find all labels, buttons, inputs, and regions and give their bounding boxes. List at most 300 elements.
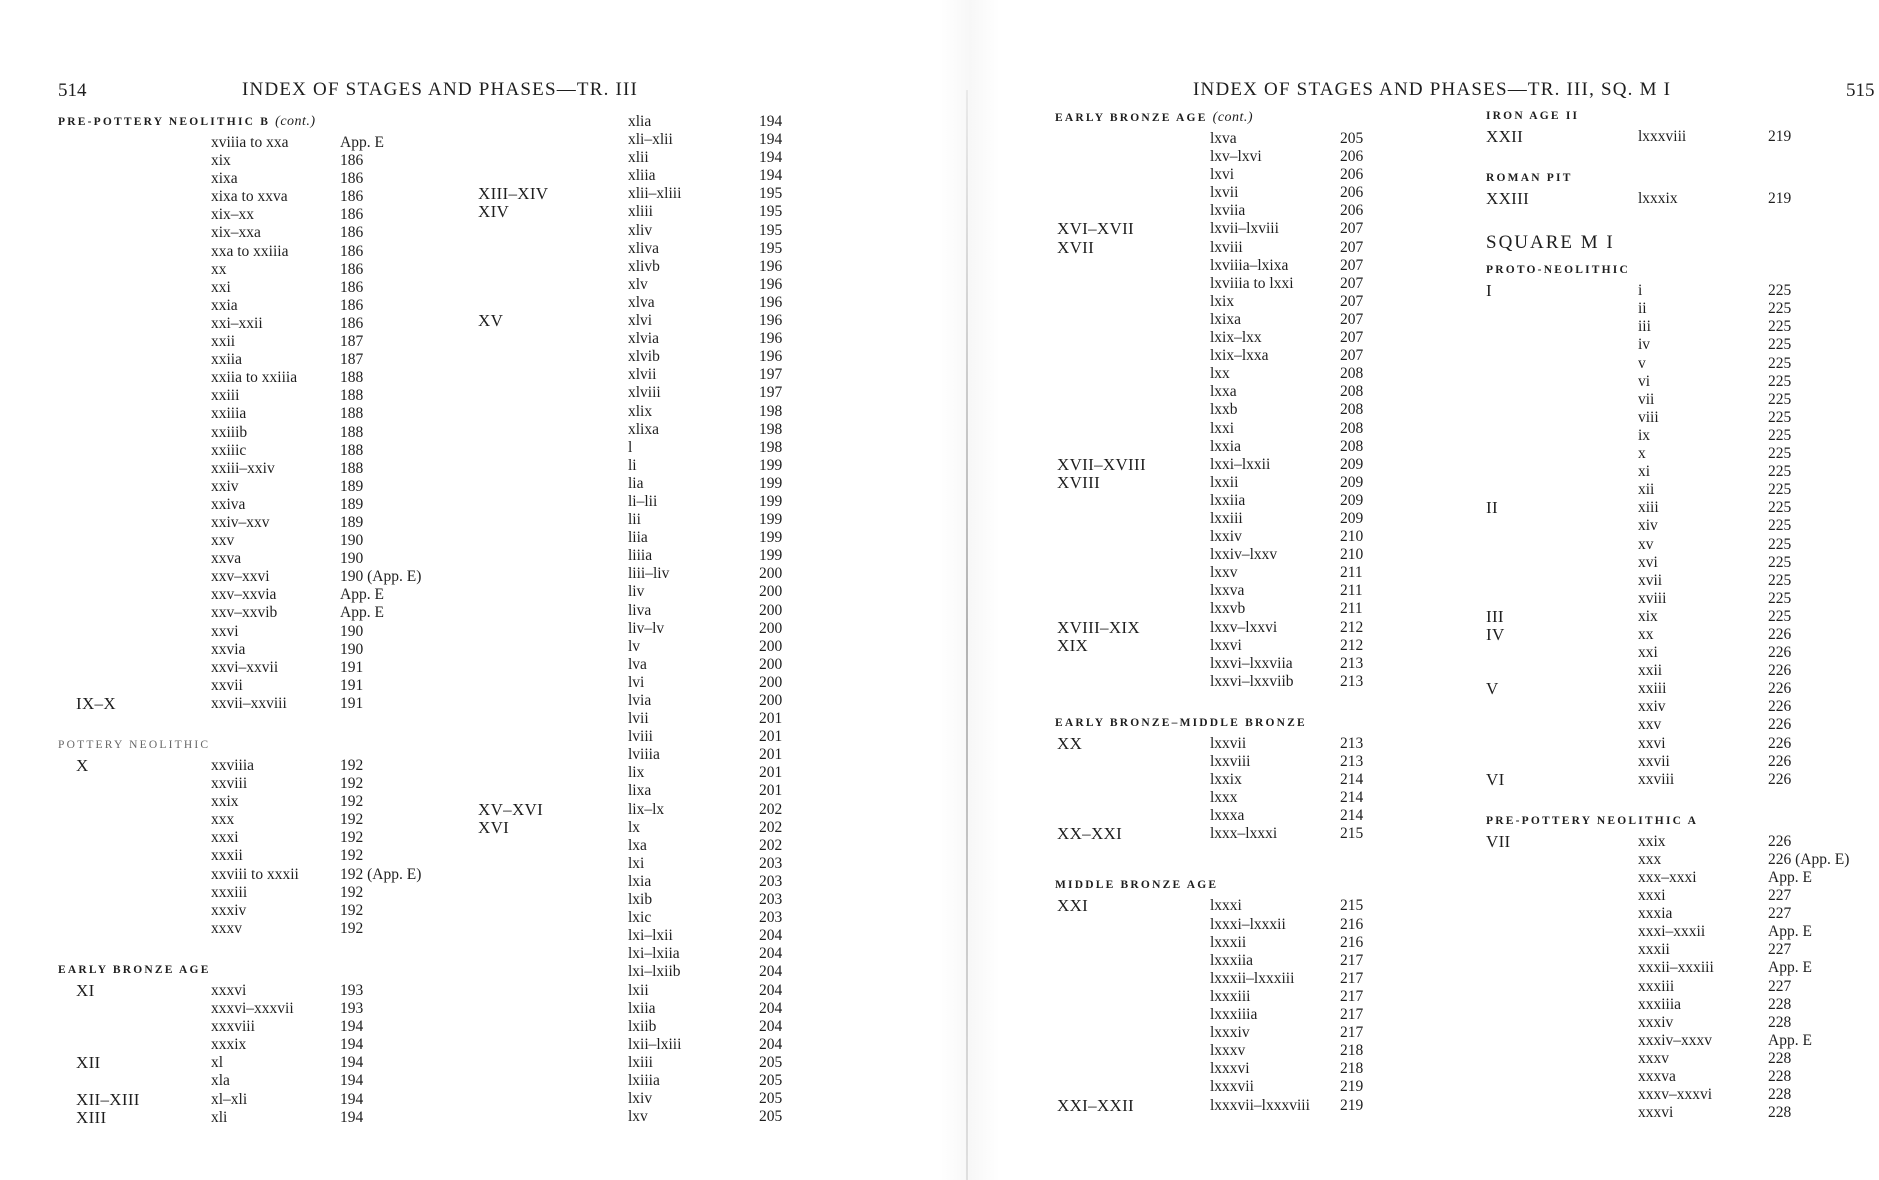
page-reference: App. E [1768, 869, 1812, 886]
page-reference: 212 [1340, 618, 1364, 636]
page-reference: 225 [1768, 354, 1792, 372]
index-entry [1486, 1068, 1792, 1086]
phase-label: xxa to xxiiia [211, 242, 289, 260]
phase-label: li [628, 456, 637, 474]
index-entry [1055, 987, 1364, 1006]
phase-label: lxxvb [1210, 600, 1246, 618]
phase-label: lxxa [1210, 383, 1237, 401]
stage-label: XVI [478, 817, 510, 837]
index-entry [1486, 1086, 1792, 1104]
index-entry [58, 260, 364, 279]
page-reference: 200 [759, 692, 783, 709]
index-entry [1055, 672, 1364, 691]
phase-label: liii–liv [628, 565, 670, 583]
page-reference: 195 [759, 185, 783, 203]
stage-label: XXII [1486, 127, 1524, 146]
index-entry [58, 206, 364, 224]
phase-label: lxiv [628, 1090, 653, 1108]
page-reference: 226 [1768, 716, 1792, 734]
phase-label: lxxxiia [1210, 951, 1254, 969]
phase-label: lxii–lxiii [628, 1035, 682, 1053]
phase-label: xxv [211, 532, 235, 550]
index-entry [1486, 959, 1812, 977]
phase-label: lxa [628, 836, 647, 854]
phase-label: lxxxvi [1210, 1060, 1250, 1078]
index-entry [58, 1089, 364, 1109]
phase-label: xxiii [1638, 680, 1667, 698]
phase-label: lx [628, 818, 641, 836]
page-reference: 210 [1340, 546, 1364, 564]
index-entry [1055, 310, 1364, 329]
page-reference: 187 [340, 333, 364, 351]
page-reference: 206 [1340, 184, 1364, 202]
index-entry [1486, 887, 1792, 905]
index-entry [1055, 401, 1364, 419]
index-entry [1486, 354, 1792, 373]
phase-label: lxxva [1210, 582, 1245, 600]
phase-label: lix [628, 764, 645, 782]
index-entry [1055, 933, 1364, 952]
index-entry [58, 188, 364, 206]
page-reference: 197 [759, 366, 783, 384]
index-entry [1055, 564, 1363, 582]
page-reference: 207 [1340, 220, 1364, 238]
index-entry [1055, 753, 1364, 771]
index-entry [58, 296, 364, 315]
phase-label: lxxx–lxxxi [1210, 825, 1278, 843]
page-reference: 201 [759, 764, 783, 782]
section-spacer [1055, 843, 1307, 873]
phase-label: lxxi [1210, 419, 1235, 437]
phase-label: xlvi [628, 312, 653, 330]
phase-label: xxxii [1638, 941, 1670, 959]
phase-label: xxxii [211, 847, 243, 865]
phase-label: xxii [1638, 662, 1663, 680]
phase-label: xx [1638, 625, 1654, 643]
phase-label: xixa to xxva [211, 188, 288, 206]
page-reference: 196 [759, 275, 783, 293]
page-reference: 196 [759, 293, 783, 311]
page-reference: 208 [1340, 365, 1364, 383]
page-reference: 217 [1340, 987, 1364, 1005]
phase-label: xxxi [211, 829, 239, 847]
page-reference: 204 [759, 927, 783, 945]
index-entry [58, 477, 364, 496]
phase-label: xxxia [1638, 905, 1673, 923]
page-reference: 188 [340, 405, 364, 423]
page-reference: 190 (App. E) [340, 568, 422, 586]
section-heading [1055, 711, 1307, 735]
phase-label: xx [211, 260, 227, 278]
phase-label: xli–xlii [628, 131, 673, 149]
page-reference: 226 [1768, 662, 1792, 680]
index-entry [1055, 292, 1364, 311]
stage-label: XIX [1057, 635, 1089, 655]
page-reference: 214 [1340, 789, 1364, 807]
page-reference: 217 [1340, 969, 1364, 987]
index-entry [58, 459, 364, 478]
page-reference: 219 [1768, 128, 1792, 145]
phase-label: liv–lv [628, 619, 665, 637]
page-reference: 200 [759, 565, 783, 583]
index-entry [58, 405, 364, 423]
section-heading-text: POTTERY NEOLITHIC [58, 739, 211, 751]
page-reference: 188 [340, 369, 364, 387]
page-reference: App. E [340, 586, 384, 604]
page-reference: 198 [759, 402, 783, 420]
stage-label: X [76, 756, 89, 775]
page-reference: 194 [340, 1090, 364, 1108]
page-reference: 208 [1340, 401, 1364, 419]
page-gutter-shadow [940, 0, 1000, 1180]
phase-label: viii [1638, 408, 1659, 426]
stage-label: XVIII [1057, 472, 1101, 492]
phase-label: lxib [628, 891, 653, 909]
phase-label: lxii [628, 981, 649, 999]
phase-label: xix [211, 152, 231, 170]
phase-label: lixa [628, 782, 652, 800]
phase-label: i [1638, 282, 1643, 300]
page-reference: App. E [1768, 1031, 1812, 1049]
page-reference: 192 [340, 883, 364, 901]
page-reference: 205 [759, 1108, 783, 1126]
page-reference: 191 [340, 676, 364, 694]
page-reference: 218 [1340, 1042, 1364, 1060]
section-spacer [1486, 208, 1698, 228]
page-reference: 214 [1340, 771, 1364, 789]
page-reference: 208 [1340, 383, 1364, 401]
phase-label: xxvi [1638, 734, 1666, 752]
index-entry [1486, 390, 1792, 409]
index-entry [1055, 219, 1364, 239]
page-reference: 219 [1340, 1078, 1364, 1096]
page-reference: 186 [340, 188, 364, 206]
index-entry [58, 224, 364, 242]
page-reference: 226 [1768, 770, 1792, 788]
page-reference: 227 [1768, 941, 1792, 959]
page-reference: 225 [1768, 282, 1792, 300]
phase-label: lvii [628, 710, 649, 728]
phase-label: lxxvi–lxxviia [1210, 654, 1293, 672]
page-reference: 192 [340, 793, 364, 811]
running-head-left: INDEX OF STAGES AND PHASES—TR. III [242, 79, 639, 100]
index-entry [1055, 1024, 1364, 1042]
stage-label: XII–XIII [76, 1089, 140, 1109]
page-reference: 201 [759, 728, 783, 746]
page-reference: 190 [340, 640, 364, 658]
phase-label: xxiv [211, 477, 239, 495]
index-entry [58, 568, 422, 586]
page-reference: 194 [759, 131, 783, 149]
page-number-left: 514 [58, 80, 87, 101]
index-entry [1055, 1060, 1364, 1078]
stage-label: XVI–XVII [1057, 219, 1134, 239]
page-reference: 186 [340, 260, 364, 278]
page-reference: App. E [340, 604, 384, 622]
section-heading-text: MIDDLE BRONZE AGE [1055, 879, 1219, 892]
index-entry [1055, 166, 1364, 184]
index-entry [58, 604, 384, 622]
phase-label: xvii [1638, 571, 1663, 589]
stage-label: XIII–XIV [478, 184, 549, 204]
index-entry [1486, 1049, 1792, 1068]
index-entry [1486, 408, 1792, 427]
page-reference: 200 [759, 673, 783, 691]
page-reference: 209 [1340, 473, 1364, 491]
phase-label: lva [628, 655, 647, 673]
section-spacer [58, 938, 316, 958]
index-entry [1486, 716, 1792, 734]
page-reference: 213 [1340, 734, 1364, 752]
page-reference: 199 [759, 547, 783, 565]
phase-label: v [1638, 354, 1646, 372]
page-reference: 199 [759, 492, 783, 510]
page-reference: 194 [340, 1018, 364, 1036]
phase-label: liia [628, 529, 648, 547]
phase-label: xxviii [211, 775, 248, 793]
index-entry [1486, 517, 1792, 535]
index-entry [1486, 923, 1812, 941]
phase-label: xxxiv [211, 901, 247, 919]
page-reference: 216 [1340, 933, 1364, 951]
page-reference: 197 [759, 384, 783, 402]
page-reference: 225 [1768, 607, 1792, 625]
phase-label: xlii [628, 149, 649, 167]
index-entry [1486, 734, 1792, 753]
index-entry [1055, 824, 1364, 844]
phase-label: xxxv–xxxvi [1638, 1086, 1713, 1104]
page-reference: 227 [1768, 905, 1792, 923]
index-entry [58, 756, 364, 775]
section-heading-text: EARLY BRONZE–MIDDLE BRONZE [1055, 716, 1307, 729]
stage-label: XXI–XXII [1057, 1095, 1134, 1115]
phase-label: lxi–lxiib [628, 963, 681, 981]
page-reference: 207 [1340, 274, 1364, 292]
section-heading-text: PROTO-NEOLITHIC [1486, 264, 1630, 277]
phase-label: lvi [628, 673, 645, 691]
page-reference: 189 [340, 495, 364, 513]
section-spacer [58, 713, 316, 733]
index-entry [1486, 481, 1792, 499]
phase-label: xliv [628, 221, 653, 239]
index-entry [58, 387, 364, 405]
index-entry [1486, 831, 1792, 851]
index-entry [1055, 472, 1364, 492]
page-reference: 195 [759, 203, 783, 221]
page-reference: 219 [1768, 190, 1792, 208]
stage-label: XV [478, 311, 504, 331]
phase-label: xxx [211, 811, 235, 829]
phase-label: xxiva [211, 495, 246, 513]
phase-label: lxviii [1210, 238, 1243, 256]
page-reference: 225 [1768, 390, 1792, 408]
phase-label: lxia [628, 872, 652, 890]
phase-label: lxi [628, 854, 645, 872]
section-spacer [1486, 789, 1698, 809]
index-entry [1055, 184, 1364, 202]
index-entry [1055, 635, 1364, 655]
phase-label: xxii [211, 333, 236, 351]
page-reference: 202 [759, 800, 783, 818]
index-entry [1055, 654, 1364, 673]
phase-label: xxvi–xxvii [211, 658, 279, 676]
section-heading-text: IRON AGE II [1486, 110, 1580, 122]
phase-label: xlia [628, 113, 652, 130]
page-reference: 186 [340, 278, 364, 296]
page-reference: 190 [340, 532, 364, 550]
phase-label: lxxvi–lxxviib [1210, 672, 1294, 690]
section-heading [1486, 258, 1698, 282]
phase-label: xix–xxa [211, 224, 261, 242]
index-entry [58, 1018, 364, 1036]
page-reference: 226 [1768, 698, 1792, 716]
index-entry [58, 351, 364, 369]
index-entry [1055, 202, 1364, 220]
index-entry [1055, 896, 1364, 916]
phase-label: xlv [628, 275, 648, 293]
section-heading-text: PRE-POTTERY NEOLITHIC A [1486, 814, 1699, 827]
phase-label: vii [1638, 390, 1655, 408]
page-reference: 200 [759, 619, 783, 637]
page-reference: 226 [1768, 832, 1792, 850]
page-reference: 211 [1340, 600, 1363, 618]
index-entry [1486, 698, 1792, 716]
phase-label: lxxxi [1210, 897, 1242, 915]
phase-label: xxxv [1638, 1049, 1669, 1067]
page-reference: 192 [340, 811, 364, 829]
page-reference: 200 [759, 601, 783, 619]
index-entry [1486, 1104, 1792, 1122]
phase-label: lxxxii–lxxxiii [1210, 969, 1295, 987]
page-reference: 198 [759, 420, 783, 438]
page-number-right: 515 [1846, 80, 1875, 101]
page-reference: 192 [340, 847, 364, 865]
page-reference: 192 [340, 757, 364, 774]
phase-label: iv [1638, 336, 1651, 354]
index-entry [58, 919, 364, 938]
index-entry [1486, 606, 1792, 626]
index-entry [1486, 281, 1792, 301]
index-entry [1486, 850, 1850, 869]
page-reference: 207 [1340, 310, 1364, 328]
index-entry [1486, 189, 1792, 209]
section-heading-text: ROMAN PIT [1486, 172, 1573, 185]
phase-label: xxv–xxvi [211, 568, 270, 586]
phase-label: xxviii to xxxii [211, 865, 299, 883]
phase-label: xxxiv [1638, 1013, 1674, 1031]
index-entry [1055, 419, 1364, 438]
phase-label: lxx [1210, 365, 1230, 383]
page-reference: 191 [340, 658, 364, 676]
phase-label: xliii [628, 203, 653, 221]
page-reference: 193 [340, 1000, 364, 1018]
phase-label: lxxv [1210, 564, 1238, 582]
page-reference: 225 [1768, 535, 1792, 553]
phase-label: lxxb [1210, 401, 1238, 419]
stage-label: XI [76, 980, 95, 1000]
page-reference: 212 [1340, 636, 1364, 654]
phase-label: xxiv [1638, 698, 1666, 716]
index-entry [1486, 941, 1792, 959]
phase-label: liva [628, 601, 652, 619]
page-reference: 194 [759, 167, 783, 185]
phase-label: xlivb [628, 257, 660, 275]
page-reference: 213 [1340, 672, 1364, 690]
phase-label: xxiia to xxiiia [211, 369, 298, 387]
page-reference: 196 [759, 312, 783, 330]
phase-label: xxvia [211, 640, 246, 658]
phase-label: xxxix [211, 1036, 247, 1054]
phase-label: lxviia [1210, 202, 1246, 220]
index-entry [1486, 995, 1792, 1014]
page-reference: App. E [1768, 923, 1812, 941]
page-reference: 186 [340, 314, 364, 332]
phase-label: xli [211, 1108, 228, 1126]
section-spacer [1486, 146, 1698, 166]
page-reference: 218 [1340, 1060, 1364, 1078]
index-entry [1486, 336, 1792, 354]
page-reference: 204 [759, 945, 783, 963]
index-entry [58, 1000, 364, 1018]
phase-label: xlixa [628, 420, 659, 438]
stage-label: IV [1486, 624, 1505, 644]
page-reference: 225 [1768, 318, 1792, 336]
phase-label: lxiii [628, 1053, 653, 1071]
index-entry [58, 532, 364, 550]
page-reference: 214 [1340, 807, 1364, 825]
page-reference: 188 [340, 423, 364, 441]
index-entry [1055, 807, 1364, 825]
page-reference: 216 [1340, 915, 1364, 933]
page-reference: 226 [1768, 644, 1792, 662]
index-entry [1486, 535, 1792, 554]
page-reference: 186 [340, 152, 364, 170]
page-reference: 188 [340, 441, 364, 459]
index-entry [58, 333, 364, 351]
index-entry [1486, 463, 1792, 481]
index-entry [58, 883, 364, 902]
page-reference: 225 [1768, 517, 1792, 535]
index-entry [58, 441, 364, 460]
index-entry [1055, 237, 1364, 257]
page-reference: 194 [340, 1036, 364, 1054]
phase-label: liiia [628, 547, 653, 565]
stage-label: XXIII [1486, 189, 1530, 209]
index-entry [58, 1036, 364, 1054]
phase-label: lxxxix [1638, 190, 1678, 208]
phase-label: xxiiic [211, 441, 247, 459]
index-entry [58, 152, 364, 170]
page-reference: 204 [759, 1035, 783, 1053]
page-reference: 187 [340, 351, 364, 369]
page-reference: 196 [759, 348, 783, 366]
page-reference: 207 [1340, 347, 1364, 365]
stage-label: XVII–XVIII [1057, 454, 1146, 474]
section-heading [1055, 873, 1307, 897]
phase-label: xliva [628, 239, 659, 257]
phase-label: lxxxiii [1210, 987, 1251, 1005]
phase-label: xxxiii [211, 883, 248, 901]
page-reference: 199 [759, 511, 783, 529]
index-entry [1486, 1013, 1792, 1032]
phase-label: lxxxa [1210, 807, 1245, 825]
index-entry [1055, 528, 1364, 546]
phase-label: xiv [1638, 517, 1658, 535]
section-heading [1055, 106, 1307, 130]
page-reference: 186 [340, 170, 364, 188]
page-reference: 188 [340, 459, 364, 477]
index-entry [1055, 546, 1364, 564]
